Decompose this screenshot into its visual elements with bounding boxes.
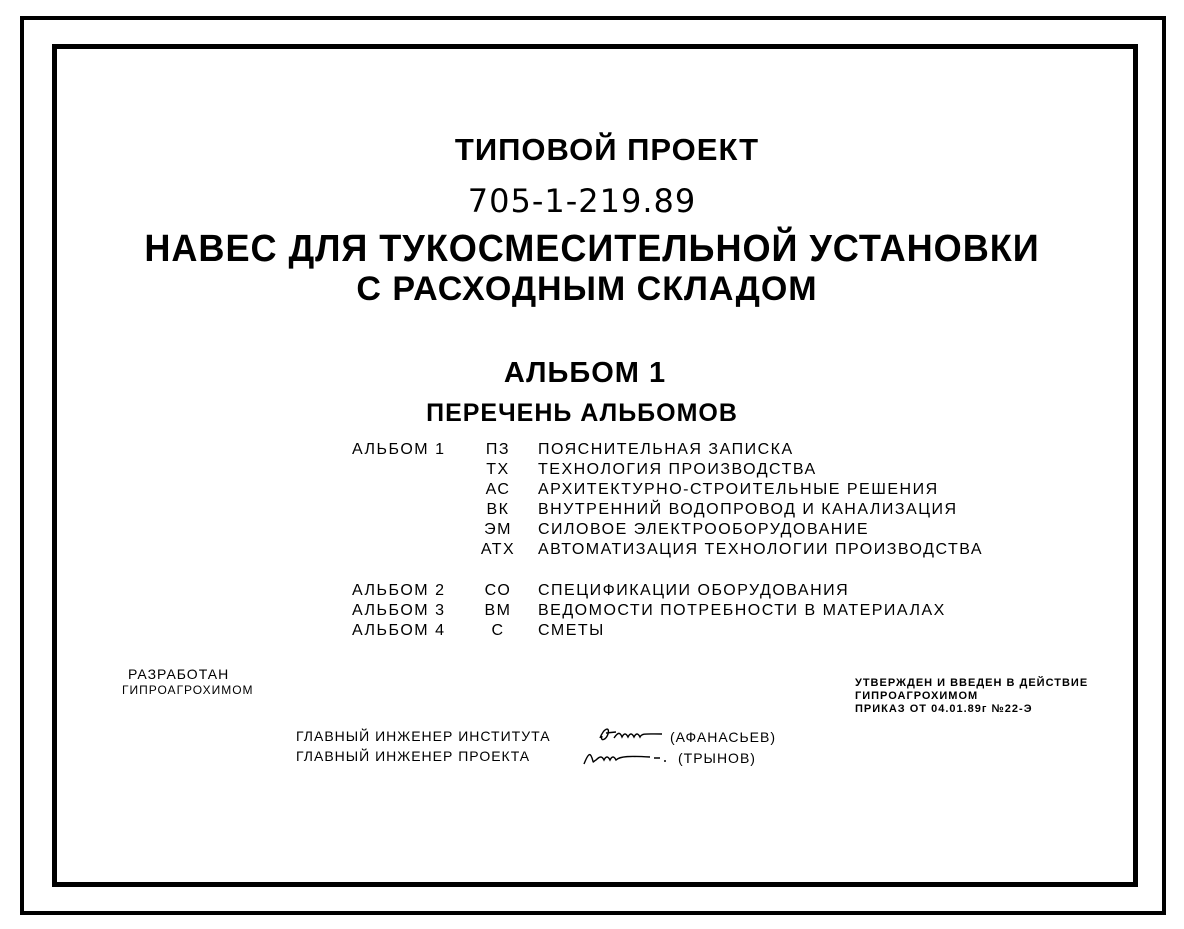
signature-afanasiev bbox=[596, 724, 670, 746]
album-number: АЛЬБОМ 1 bbox=[352, 441, 446, 458]
developed-label: РАЗРАБОТАН bbox=[128, 666, 230, 682]
signature-trynov bbox=[580, 748, 676, 768]
album-code: АС bbox=[485, 481, 511, 498]
album-code: СО bbox=[484, 582, 512, 599]
album-code: АТХ bbox=[480, 541, 516, 558]
project-name-line2: С РАСХОДНЫМ СКЛАДОМ bbox=[356, 270, 818, 308]
album-number: АЛЬБОМ 3 bbox=[352, 602, 446, 619]
album-code: ТХ bbox=[486, 461, 510, 478]
approved-line3: ПРИКАЗ ОТ 04.01.89г №22-Э bbox=[855, 703, 1033, 715]
developed-org: ГИПРОАГРОХИМОМ bbox=[122, 683, 254, 697]
approved-line2: ГИПРОАГРОХИМОМ bbox=[855, 690, 979, 702]
project-name-line1: НАВЕС ДЛЯ ТУКОСМЕСИТЕЛЬНОЙ УСТАНОВКИ bbox=[144, 228, 1040, 270]
album-title: СИЛОВОЕ ЭЛЕКТРООБОРУДОВАНИЕ bbox=[538, 521, 869, 538]
album-number: АЛЬБОМ 4 bbox=[352, 622, 446, 639]
album-code: ВК bbox=[486, 501, 510, 518]
project-number: 705-1-219.89 bbox=[467, 182, 697, 220]
album-title: ВНУТРЕННИЙ ВОДОПРОВОД И КАНАЛИЗАЦИЯ bbox=[538, 501, 958, 518]
chief-engineer-project-role: ГЛАВНЫЙ ИНЖЕНЕР ПРОЕКТА bbox=[296, 748, 531, 764]
album-title: ВЕДОМОСТИ ПОТРЕБНОСТИ В МАТЕРИАЛАХ bbox=[538, 602, 946, 619]
album-code: ЭМ bbox=[484, 521, 512, 538]
chief-engineer-institute-name: (АФАНАСЬЕВ) bbox=[670, 729, 776, 745]
project-type: ТИПОВОЙ ПРОЕКТ bbox=[454, 132, 760, 167]
album-code: ПЗ bbox=[485, 441, 511, 458]
album-code: С bbox=[491, 622, 505, 639]
album-title: АРХИТЕКТУРНО-СТРОИТЕЛЬНЫЕ РЕШЕНИЯ bbox=[538, 481, 939, 498]
album-title: СМЕТЫ bbox=[538, 622, 605, 639]
album-list-heading: ПЕРЕЧЕНЬ АЛЬБОМОВ bbox=[426, 399, 738, 427]
album-number: АЛЬБОМ 2 bbox=[352, 582, 446, 599]
album-title: ТЕХНОЛОГИЯ ПРОИЗВОДСТВА bbox=[538, 461, 817, 478]
chief-engineer-project-name: (ТРЫНОВ) bbox=[678, 750, 756, 766]
album-title: ПОЯСНИТЕЛЬНАЯ ЗАПИСКА bbox=[538, 441, 794, 458]
album-title: СПЕЦИФИКАЦИИ ОБОРУДОВАНИЯ bbox=[538, 582, 850, 599]
approved-line1: УТВЕРЖДЕН И ВВЕДЕН В ДЕЙСТВИЕ bbox=[855, 677, 1089, 689]
album-code: ВМ bbox=[484, 602, 512, 619]
chief-engineer-institute-role: ГЛАВНЫЙ ИНЖЕНЕР ИНСТИТУТА bbox=[296, 728, 551, 744]
album-heading: АЛЬБОМ 1 bbox=[503, 357, 667, 389]
album-title: АВТОМАТИЗАЦИЯ ТЕХНОЛОГИИ ПРОИЗВОДСТВА bbox=[538, 541, 984, 558]
